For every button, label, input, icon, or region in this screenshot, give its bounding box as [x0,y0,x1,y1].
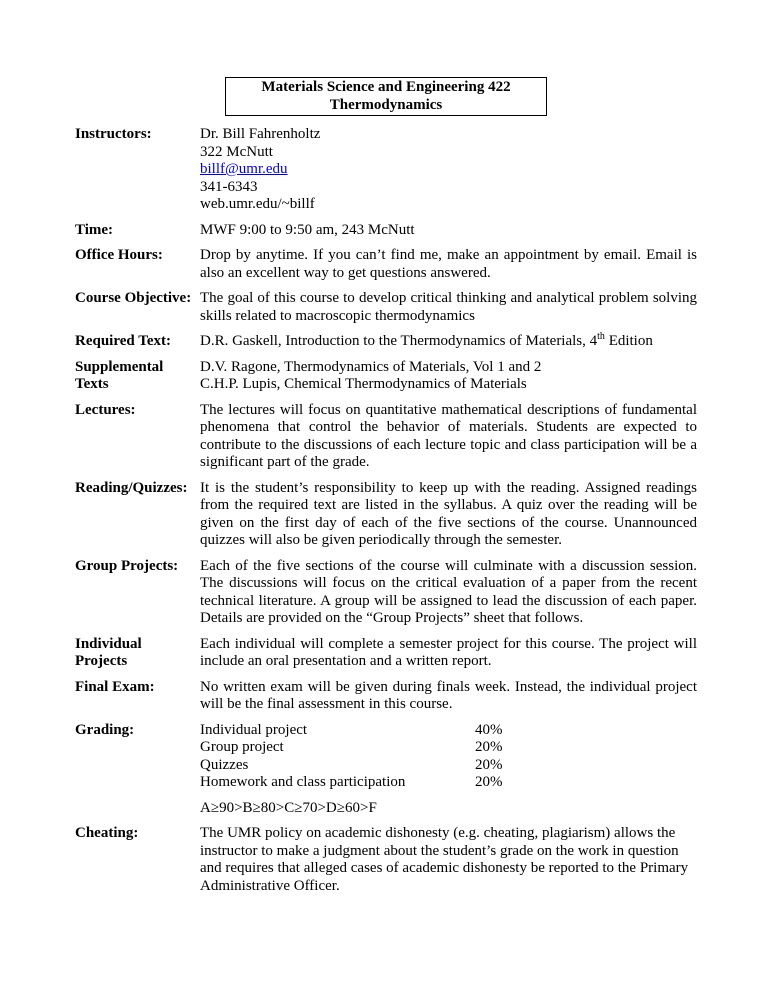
row-cheating [75,825,697,895]
course-title-line2: Thermodynamics [329,96,443,113]
office-hours-label: Office Hours: [75,247,163,263]
required-text-superscript: th [597,331,605,342]
grading-scale: A≥90>B≥80>C≥70>D≥60>F [200,799,377,816]
individual-projects-text: Each individual will complete a semester project for this course. The project will include an oral presentation and a written report. [200,635,697,669]
grading-label: Grading: [75,721,135,738]
group-projects-text: Each of the five sections of the course will culminate with a discussion session. The discussions will focus on the critical evaluation of a paper from the recent technical literature. A group will be assigned to lead the discussion of each paper. Details are provided on the “Group Projects” sheet that follows. [200,557,697,626]
cheating-text: The UMR policy on academic dishonesty (e.g. cheating, plagiarism) allows the instructor to make a judgment about the student’s grade on the work in question and requires that alleged cases of academic dishonesty be reported to the Primary Administrative Officer. [200,825,689,894]
grading-item [200,739,697,757]
row-required-text [75,333,697,351]
grading-item [200,722,697,740]
individual-projects-label: Individual Projects [75,635,142,669]
time-text: MWF 9:00 to 9:50 am, 243 McNutt [200,221,415,238]
instructor-website: web.umr.edu/~billf [200,196,315,212]
course-objective-text: The goal of this course to develop critical thinking and analytical problem solving skills related to macroscopic thermodynamics [200,290,697,324]
supplemental-texts-label: Supplemental Texts [75,358,164,392]
time-label: Time: [75,221,114,238]
row-group-projects [75,558,697,628]
instructor-email-link[interactable]: billf@umr.edu [200,161,288,177]
row-instructors [75,126,697,214]
reading-quizzes-text: It is the student’s responsibility to keep up with the reading. Assigned readings from the required text are listed in the syllabus. A quiz over the reading will be given on the first day of each of the five sections of the course. Unannounced quizzes will also be given periodically through the semester. [200,479,697,548]
grading-item-pct: 20% [475,739,503,755]
office-hours-text: Drop by anytime. If you can’t find me, make an appointment by email. Email is also an excellent way to get questions answered. [200,247,697,281]
required-text-citation [200,333,697,351]
course-title-line1: Materials Science and Engineering 422 [261,79,511,95]
grading-item-pct: 20% [475,756,503,773]
required-text-label: Required Text: [75,333,171,349]
final-exam-text: No written exam will be given during finals week. Instead, the individual project will be the final assessment in this course. [200,678,697,712]
row-office-hours [75,247,697,282]
course-objective-label: Course Objective: [75,290,192,306]
course-title-box [225,77,547,116]
cheating-label: Cheating: [75,825,139,841]
grading-item-pct: 40% [475,721,503,738]
grading-item [200,757,697,775]
instructor-name: Dr. Bill Fahrenholtz [200,126,321,142]
reading-quizzes-label: Reading/Quizzes: [75,479,188,496]
required-text-after: Edition [604,333,653,349]
grading-item-name: Individual project [200,721,308,738]
row-supplemental-texts [75,359,697,394]
lectures-label: Lectures: [75,401,136,418]
final-exam-label: Final Exam: [75,678,155,695]
row-grading [75,722,697,818]
instructor-office: 322 McNutt [200,143,273,160]
supplemental-text-2: C.H.P. Lupis, Chemical Thermodynamics of Materials [200,376,527,392]
group-projects-label: Group Projects: [75,557,179,574]
instructors-label: Instructors: [75,126,152,142]
row-time [75,222,697,240]
lectures-text: The lectures will focus on quantitative mathematical descriptions of fundamental phenomena that control the behavior of materials. Students are expected to contribute to the discussions of each lecture topic and class participation will be a significant part of the grade. [200,401,697,470]
row-final-exam [75,679,697,714]
row-reading-quizzes [75,480,697,550]
supplemental-text-1: D.V. Ragone, Thermodynamics of Materials, Vol 1 and 2 [200,358,542,375]
required-text-before: D.R. Gaskell, Introduction to the Thermodynamics of Materials, 4 [200,333,598,349]
grading-item [200,774,697,792]
grading-item-pct: 20% [475,774,503,790]
grading-item-name: Homework and class participation [200,774,406,790]
row-lectures [75,402,697,472]
row-course-objective [75,290,697,325]
row-individual-projects [75,636,697,671]
grading-item-name: Group project [200,739,284,755]
grading-item-name: Quizzes [200,756,249,773]
instructor-phone: 341-6343 [200,178,258,195]
